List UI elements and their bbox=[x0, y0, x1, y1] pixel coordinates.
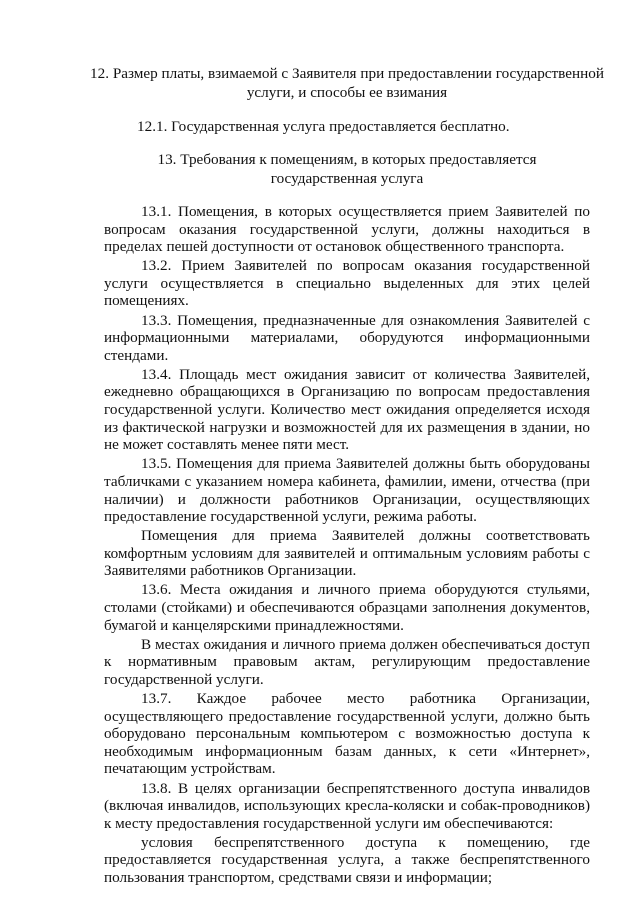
paragraph-13-1: 13.1. Помещения, в которых осуществляется прием Заявителей по вопросам оказания государственной услуги, должны находиться в пределах пешей доступности от остановок общественного транспорта. bbox=[104, 203, 590, 256]
section-12-heading: 12. Размер платы, взимаемой с Заявителя при предоставлении государственной услуги, и способы ее взимания bbox=[90, 65, 604, 101]
paragraph-13-8: 13.8. В целях организации беспрепятственного доступа инвалидов (включая инвалидов, использующих кресла-коляски и собак-проводников) к месту предоставления государственной услуги им обеспечиваются: bbox=[104, 779, 590, 832]
paragraph-13-3: 13.3. Помещения, предназначенные для ознакомления Заявителей с информационными материалами, оборудуются информационными стендами. bbox=[104, 311, 590, 364]
section-12-1-text: 12.1. Государственная услуга предоставляется бесплатно. bbox=[137, 118, 510, 135]
paragraph-13-4: 13.4. Площадь мест ожидания зависит от количества Заявителей, ежедневно обращающихся в Организацию по вопросам предоставления государственной услуги. Количество мест ожидания определяется исходя из фактической нагрузки и возможностей для их размещения в здании, но не может составлять менее пяти мест. bbox=[104, 365, 590, 454]
paragraph-13-5-comfort: Помещения для приема Заявителей должны соответствовать комфортным условиям для заявителей и оптимальным условиям работы с Заявителями работников Организации. bbox=[104, 527, 590, 580]
paragraph-13-8-conditions: условия беспрепятственного доступа к помещению, где предоставляется государственная услуга, а также беспрепятственного пользования транспортом, средствами связи и информации; bbox=[104, 833, 590, 886]
section-13-body bbox=[104, 203, 590, 888]
paragraph-13-6: 13.6. Места ожидания и личного приема оборудуются стульями, столами (стойками) и обеспечиваются образцами заполнения документов, бумагой и канцелярскими принадлежностями. bbox=[104, 581, 590, 634]
paragraph-13-7: 13.7. Каждое рабочее место работника Организации, осуществляющего предоставление государственной услуги, должно быть оборудовано персональным компьютером с возможностью доступа к необходимым информационным базам данных, к сети «Интернет», печатающим устройствам. bbox=[104, 690, 590, 778]
section-13-heading: 13. Требования к помещениям, в которых предоставляется государственная услуга bbox=[157, 151, 537, 187]
paragraph-13-5: 13.5. Помещения для приема Заявителей должны быть оборудованы табличками с указанием номера кабинета, фамилии, имени, отчества (при наличии) и должности работников Организации, осуществляющих предоставление государственной услуги, режима работы. bbox=[104, 455, 590, 526]
paragraph-13-6-access: В местах ожидания и личного приема должен обеспечиваться доступ к нормативным правовым актам, регулирующим предоставление государственной услуги. bbox=[104, 635, 590, 688]
paragraph-13-2: 13.2. Прием Заявителей по вопросам оказания государственной услуги осуществляется в специально выделенных для этих целей помещениях. bbox=[104, 257, 590, 310]
